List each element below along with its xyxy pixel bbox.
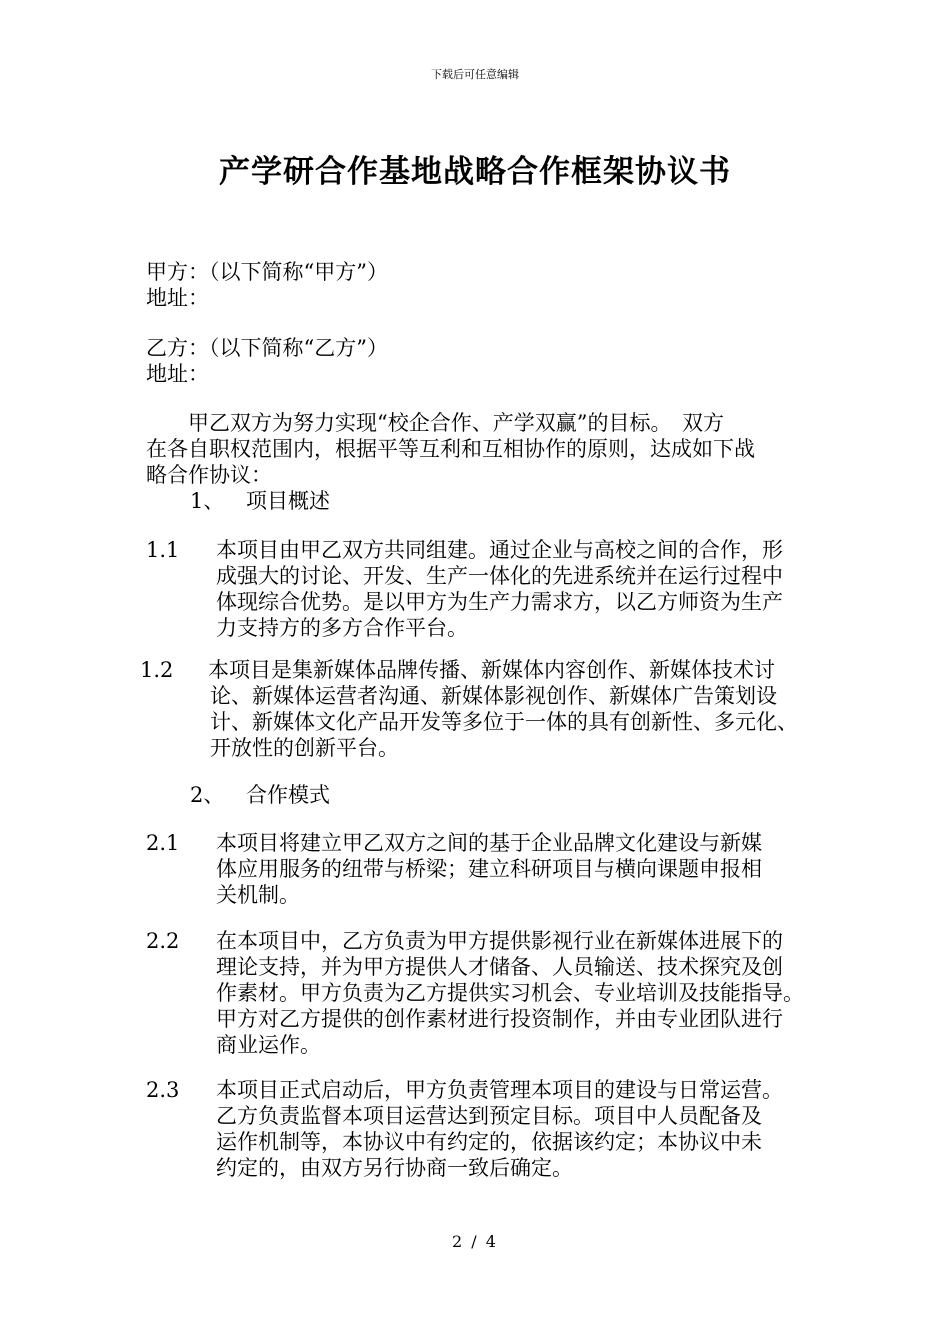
item-1-1-number: 1.1 — [146, 538, 180, 562]
page-number: 2 / 4 — [452, 1232, 498, 1251]
item-1-2-number: 1.2 — [140, 658, 174, 682]
item-2-2-line-5: 商业运作。 — [216, 1033, 321, 1057]
item-2-2-line-1: 在本项目中，乙方负责为甲方提供影视行业在新媒体进展下的 — [216, 929, 783, 953]
item-2-2-line-2: 理论支持，并为甲方提供人才储备、人员输送、技术探究及创 — [216, 955, 783, 979]
item-1-1-line-3: 体现综合优势。是以甲方为生产力需求方，以乙方师资为生产 — [216, 590, 783, 614]
item-2-3-line-2: 乙方负责监督本项目运营达到预定目标。项目中人员配备及 — [216, 1104, 762, 1128]
item-2-1-line-2: 体应用服务的纽带与桥梁；建立科研项目与横向课题申报相 — [216, 857, 762, 881]
item-2-3-number: 2.3 — [146, 1078, 180, 1102]
section-1-heading: 项目概述 — [246, 489, 330, 513]
intro-line-2: 在各自职权范围内，根据平等互利和互相协作的原则，达成如下战 — [146, 437, 755, 461]
item-1-1-line-2: 成强大的讨论、开发、生产一体化的先进系统并在运行过程中 — [216, 564, 783, 588]
item-2-1-line-1: 本项目将建立甲乙双方之间的基于企业品牌文化建设与新媒 — [216, 831, 762, 855]
item-1-2-line-2: 论、新媒体运营者沟通、新媒体影视创作、新媒体广告策划设 — [210, 684, 777, 708]
party-a-name: 甲方：（以下简称“甲方”） — [146, 260, 388, 284]
item-1-2-line-3: 计、新媒体文化产品开发等多位于一体的具有创新性、多元化、 — [210, 710, 798, 734]
item-2-1-line-3: 关机制。 — [216, 883, 300, 907]
item-2-3-line-3: 运作机制等，本协议中有约定的，依据该约定；本协议中未 — [216, 1130, 762, 1154]
item-2-1-number: 2.1 — [146, 831, 180, 855]
party-b-address: 地址： — [146, 362, 209, 386]
header-note: 下载后可任意编辑 — [431, 68, 519, 81]
item-2-3-line-1: 本项目正式启动后，甲方负责管理本项目的建设与日常运营。 — [216, 1078, 783, 1102]
item-2-2-line-3: 作素材。甲方负责为乙方提供实习机会、专业培训及技能指导。 — [216, 981, 804, 1005]
intro-line-3: 略合作协议： — [146, 463, 272, 487]
section-1-number: 1、 — [190, 489, 225, 513]
section-2-heading: 合作模式 — [246, 783, 330, 807]
section-2-number: 2、 — [190, 783, 225, 807]
document-title: 产学研合作基地战略合作框架协议书 — [219, 154, 731, 190]
party-a-address: 地址： — [146, 286, 209, 310]
item-2-3-line-4: 约定的，由双方另行协商一致后确定。 — [216, 1156, 573, 1180]
item-1-1-line-1: 本项目由甲乙双方共同组建。通过企业与高校之间的合作，形 — [216, 538, 783, 562]
item-1-1-line-4: 力支持方的多方合作平台。 — [216, 616, 468, 640]
item-2-2-number: 2.2 — [146, 929, 180, 953]
item-1-2-line-4: 开放性的创新平台。 — [210, 736, 399, 760]
item-1-2-line-1: 本项目是集新媒体品牌传播、新媒体内容创作、新媒体技术讨 — [208, 658, 775, 682]
intro-line-1: 甲乙双方为努力实现“校企合作、产学双赢”的目标。 双方 — [146, 411, 724, 435]
party-b-name: 乙方：（以下简称“乙方”） — [146, 336, 388, 360]
item-2-2-line-4: 甲方对乙方提供的创作素材进行投资制作，并由专业团队进行 — [216, 1007, 783, 1031]
